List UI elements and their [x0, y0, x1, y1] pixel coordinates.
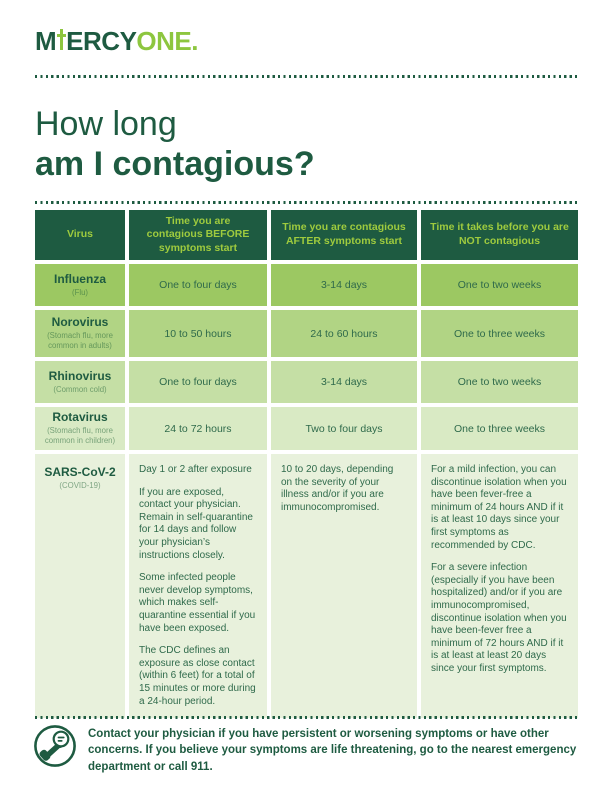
table-row-influenza [35, 264, 578, 306]
after-cell: 3-14 days [271, 264, 417, 306]
table-row-rhinovirus [35, 361, 578, 403]
dotted-divider-title [35, 201, 578, 204]
mercyone-logo [35, 28, 198, 54]
title-line-2: am I contagious? [35, 145, 315, 183]
virus-cell [35, 310, 125, 357]
dotted-divider-top [35, 75, 578, 78]
header-after-symptoms: Time you are contagious AFTER symptoms start [271, 210, 417, 260]
virus-subtitle: (Flu) [71, 287, 89, 297]
virus-subtitle: (Common cold) [53, 384, 107, 394]
page-title [35, 104, 315, 184]
not-contagious-cell: One to two weeks [421, 361, 578, 403]
before-cell: Day 1 or 2 after exposure If you are exposed, contact your physician. Remain in self-quarantine for 14 days and follow your physician’s instructions closely. Some infected people never develop symptoms, which makes self-quarantine essential if you have been exposed. The CDC defines an exposure as close contact (within 6 feet) for a total of 15 minutes or more during a 24-hour period. [129, 454, 267, 718]
header-not-contagious: Time it takes before you are NOT contagious [421, 210, 578, 260]
before-cell: One to four days [129, 361, 267, 403]
virus-name: Rotavirus [52, 410, 108, 425]
phone-icon [33, 724, 77, 768]
header-virus: Virus [35, 210, 125, 260]
after-cell: Two to four days [271, 407, 417, 450]
not-contagious-cell: One to three weeks [421, 407, 578, 450]
virus-subtitle: (Stomach flu, more common in children) [44, 426, 116, 445]
virus-subtitle: (Stomach flu, more common in adults) [47, 331, 113, 350]
before-cell: 24 to 72 hours [129, 407, 267, 450]
table-header-row [35, 210, 578, 260]
virus-subtitle: (COVID-19) [59, 480, 101, 490]
table-row-norovirus [35, 310, 578, 357]
contagious-table [35, 210, 578, 722]
virus-cell [35, 407, 125, 450]
after-cell: 24 to 60 hours [271, 310, 417, 357]
not-contagious-cell: One to three weeks [421, 310, 578, 357]
virus-cell [35, 264, 125, 306]
logo-one-text: ONE [136, 26, 192, 56]
title-line-1: How long [35, 105, 177, 143]
virus-name: Rhinovirus [48, 368, 112, 383]
footer-advisory [33, 724, 578, 775]
cross-icon [57, 31, 66, 51]
after-cell: 3-14 days [271, 361, 417, 403]
virus-cell [35, 361, 125, 403]
header-before-symptoms: Time you are contagious BEFORE symptoms start [129, 210, 267, 260]
table-row-rotavirus [35, 407, 578, 450]
before-cell: 10 to 50 hours [129, 310, 267, 357]
not-contagious-cell: For a mild infection, you can discontinue isolation when you have been fever-free a minimum of 24 hours AND if it is at least 10 days since your first symptoms as recommended by CDC. For a severe infection (especially if you have been hospitalized) and/or if you are immunocompromised, discontinue isolation when you have been-fever free a minimum of 72 hours AND if it is at least at least 20 days since your first symptoms. [421, 454, 578, 718]
after-cell: 10 to 20 days, depending on the severity of your illness and/or if you are immunocompromised. [271, 454, 417, 718]
virus-name: Norovirus [51, 315, 109, 330]
virus-name: SARS-CoV-2 [44, 465, 116, 479]
virus-name: Influenza [53, 271, 106, 286]
virus-cell [35, 454, 125, 718]
not-contagious-cell: One to two weeks [421, 264, 578, 306]
before-cell: One to four days [129, 264, 267, 306]
table-row-sars-cov-2 [35, 454, 578, 718]
dotted-divider-footer [35, 716, 578, 719]
logo-period: . [191, 26, 198, 56]
footer-text: Contact your physician if you have persistent or worsening symptoms or have other concerns. If you believe your symptoms are life threatening, go to the nearest emergency department or call 911. [88, 728, 577, 773]
logo-mercy-text: M ERCY [35, 26, 137, 56]
